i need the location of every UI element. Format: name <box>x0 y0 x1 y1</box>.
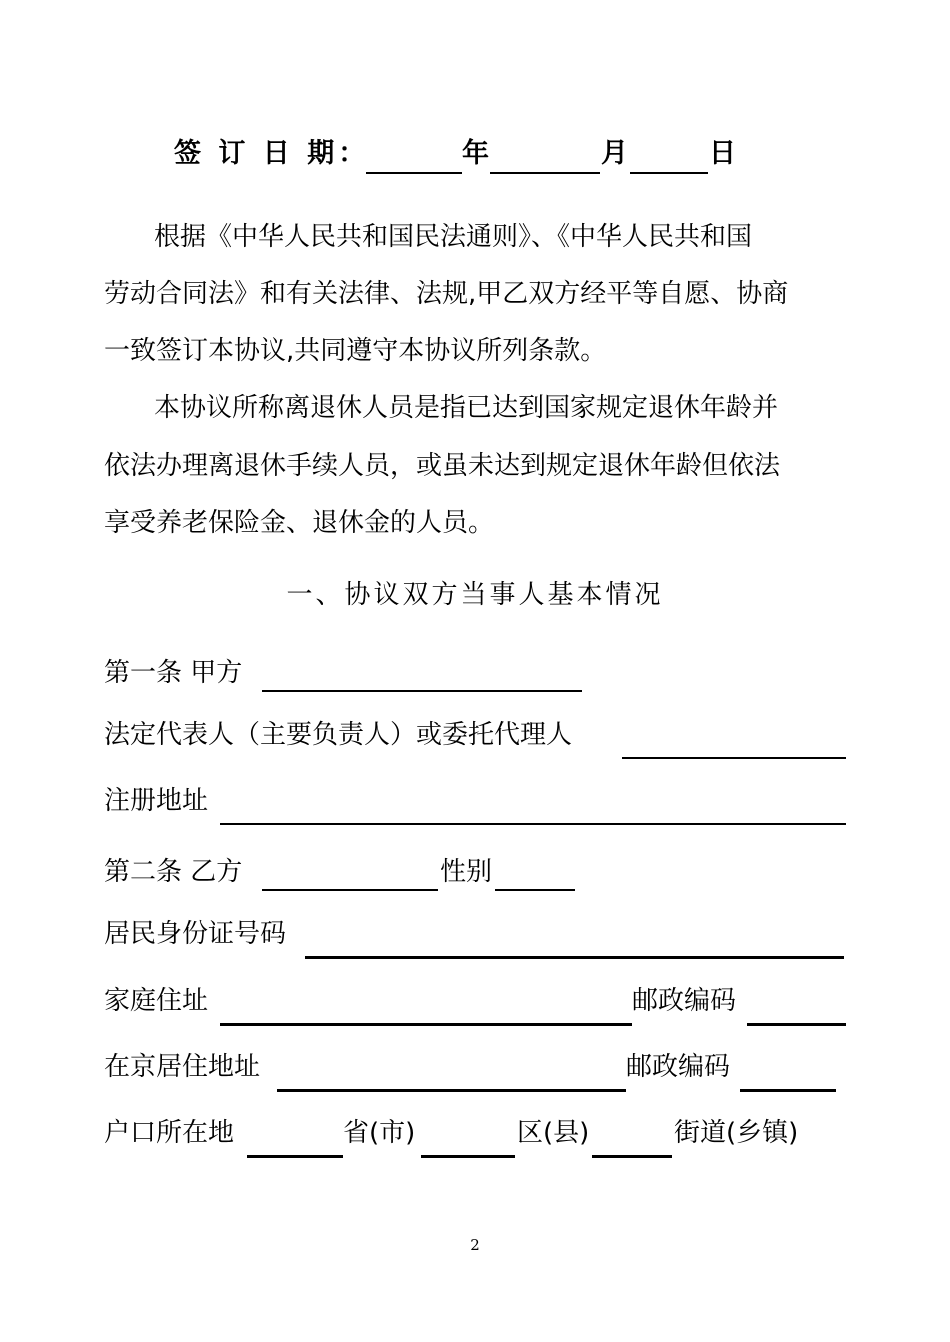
intro-p2-line1: 本协议所称离退休人员是指已达到国家规定退休年龄并 <box>154 393 779 423</box>
district-blank[interactable] <box>421 1155 515 1158</box>
party-a-blank[interactable] <box>262 690 582 692</box>
intro-p2-line3: 享受养老保险金、退休金的人员。 <box>104 508 495 538</box>
month-label: 月 <box>601 138 628 169</box>
signing-date-label: 签 订 日 期： <box>174 138 370 169</box>
party-b-blank[interactable] <box>262 889 438 891</box>
year-blank[interactable] <box>366 172 462 174</box>
reg-address-blank[interactable] <box>220 823 846 825</box>
id-number-label: 居民身份证号码 <box>104 919 287 949</box>
district-label: 区(县) <box>517 1118 590 1148</box>
id-number-blank[interactable] <box>305 956 844 959</box>
postcode2-label: 邮政编码 <box>626 1052 731 1082</box>
gender-blank[interactable] <box>495 889 575 891</box>
legal-rep-label: 法定代表人（主要负责人）或委托代理人 <box>104 720 573 750</box>
signing-date-row <box>0 138 950 172</box>
section-heading: 一、协议双方当事人基本情况 <box>286 580 664 610</box>
intro-p1-line1: 根据《中华人民共和国民法通则》、《中华人民共和国 <box>154 222 753 252</box>
day-blank[interactable] <box>630 172 708 174</box>
province-blank[interactable] <box>247 1155 343 1158</box>
intro-p1-line2: 劳动合同法》和有关法律、法规,甲乙双方经平等自愿、协商 <box>104 279 789 309</box>
article2-label: 第二条 乙方 <box>104 857 243 887</box>
intro-p1-line3: 一致签订本协议,共同遵守本协议所列条款。 <box>104 336 607 366</box>
month-blank[interactable] <box>490 172 600 174</box>
street-label: 街道(乡镇) <box>674 1118 799 1148</box>
beijing-address-blank[interactable] <box>277 1089 626 1092</box>
home-address-label: 家庭住址 <box>104 986 209 1016</box>
page-number: 2 <box>470 1236 480 1254</box>
day-label: 日 <box>709 138 736 169</box>
beijing-address-label: 在京居住地址 <box>104 1052 261 1082</box>
reg-address-label: 注册地址 <box>104 786 209 816</box>
gender-label: 性别 <box>440 857 493 887</box>
home-address-blank[interactable] <box>220 1023 632 1026</box>
street-blank[interactable] <box>592 1155 672 1158</box>
postcode2-blank[interactable] <box>740 1089 836 1092</box>
legal-rep-blank[interactable] <box>622 757 846 759</box>
province-label: 省(市) <box>343 1118 416 1148</box>
year-label: 年 <box>462 138 489 169</box>
intro-p2-line2: 依法办理离退休手续人员，或虽未达到规定退休年龄但依法 <box>104 451 781 481</box>
article1-label: 第一条 甲方 <box>104 658 243 688</box>
postcode1-label: 邮政编码 <box>632 986 737 1016</box>
postcode1-blank[interactable] <box>747 1023 846 1026</box>
hukou-label: 户口所在地 <box>104 1118 235 1148</box>
